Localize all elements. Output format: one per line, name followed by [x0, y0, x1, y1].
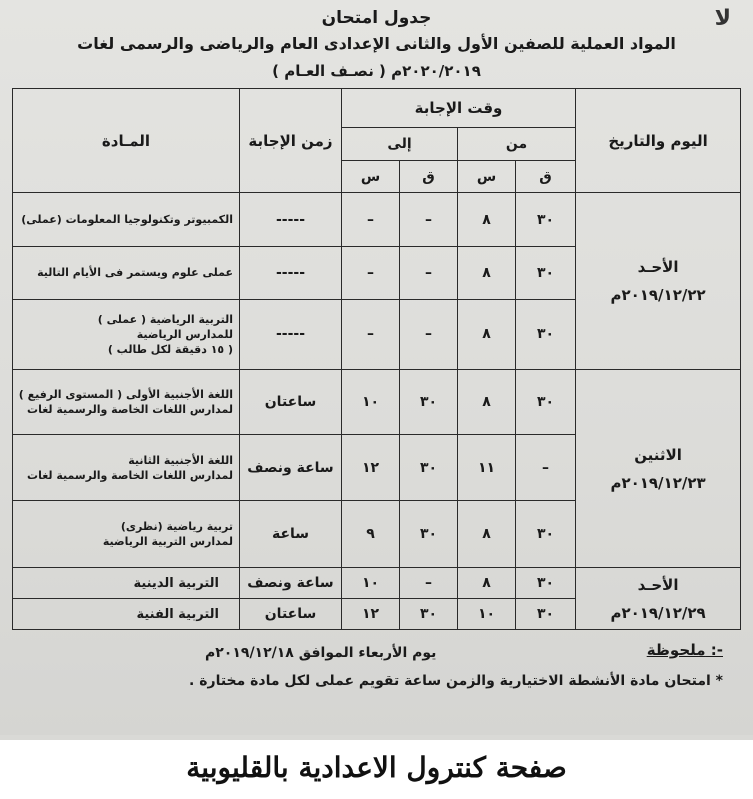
- to-q-cell: –: [400, 246, 458, 299]
- day-name: الأحـد: [637, 575, 679, 594]
- to-q-cell: –: [400, 300, 458, 370]
- header-to-s: س: [342, 160, 400, 193]
- exam-date: ٢٠١٩/١٢/٢٣م: [610, 473, 706, 492]
- header-to: إلى: [342, 127, 458, 160]
- subject-cell: [13, 435, 240, 501]
- duration-cell: -----: [240, 246, 342, 299]
- from-q-cell: ٣٠: [516, 568, 576, 599]
- to-s-cell: –: [342, 300, 400, 370]
- subject-line: اللغة الأجنبية الأولى ( المستوى الرفيع ): [18, 387, 233, 401]
- from-q-cell: ٣٠: [516, 599, 576, 630]
- from-s-cell: ٨: [458, 246, 516, 299]
- corner-mark: ﻻ: [714, 6, 731, 31]
- note-date: يوم الأربعاء الموافق ٢٠١٩/١٢/١٨م: [205, 645, 437, 661]
- to-s-cell: ١٠: [342, 369, 400, 435]
- header-from: من: [458, 127, 576, 160]
- to-q-cell: ٣٠: [400, 500, 458, 568]
- page-subtitle: المواد العملية للصفين الأول والثانى الإعدادى العام والرياضى والرسمى لغات: [77, 34, 676, 53]
- subject-line: اللغة الأجنبية الثانية: [128, 453, 233, 467]
- duration-cell: -----: [240, 193, 342, 246]
- table-row: [13, 369, 741, 435]
- subject-line: للمدارس الرياضية: [136, 327, 233, 341]
- duration-cell: ساعة: [240, 500, 342, 568]
- subject-line: تربية رياضية (نظرى): [120, 520, 233, 534]
- from-s-cell: ٨: [458, 369, 516, 435]
- header-from-q: ق: [516, 160, 576, 193]
- to-s-cell: ٩: [342, 500, 400, 568]
- subject-cell: [13, 369, 240, 435]
- from-q-cell: ٣٠: [516, 369, 576, 435]
- duration-cell: -----: [240, 300, 342, 370]
- header-subject: المـادة: [13, 89, 240, 193]
- from-s-cell: ٨: [458, 193, 516, 246]
- duration-cell: ساعة ونصف: [240, 568, 342, 599]
- subject-cell: [13, 300, 240, 370]
- to-s-cell: ١٢: [342, 435, 400, 501]
- exam-date: ٢٠١٩/١٢/٢٩م: [610, 603, 706, 622]
- to-q-cell: ٣٠: [400, 599, 458, 630]
- to-q-cell: ٣٠: [400, 369, 458, 435]
- subject-cell: الكمبيوتر وتكنولوجيا المعلومات (عملى): [13, 193, 240, 246]
- footer-caption: صفحة كنترول الاعدادية بالقليوبية: [0, 740, 753, 799]
- to-s-cell: –: [342, 246, 400, 299]
- subject-cell: عملى علوم ويستمر فى الأيام التالية: [13, 246, 240, 299]
- day-date-cell: [576, 369, 741, 568]
- subject-line: لمدارس التربية الرياضية: [102, 535, 233, 549]
- day-date-cell: [576, 193, 741, 369]
- exam-date: ٢٠١٩/١٢/٢٢م: [610, 286, 706, 305]
- subject-cell: التربية الدينية: [13, 568, 240, 599]
- from-q-cell: ٣٠: [516, 300, 576, 370]
- subject-cell: [13, 500, 240, 568]
- from-s-cell: ١١: [458, 435, 516, 501]
- term-label: ( نصـف العـام ) ٢٠٢٠/٢٠١٩م: [272, 62, 481, 80]
- to-s-cell: ١٢: [342, 599, 400, 630]
- from-q-cell: ٣٠: [516, 246, 576, 299]
- to-s-cell: –: [342, 193, 400, 246]
- from-s-cell: ٨: [458, 300, 516, 370]
- from-q-cell: ٣٠: [516, 193, 576, 246]
- from-s-cell: ١٠: [458, 599, 516, 630]
- from-s-cell: ٨: [458, 500, 516, 568]
- day-name: الأحـد: [637, 258, 679, 277]
- to-q-cell: ٣٠: [400, 435, 458, 501]
- note-label: ملحوظة :-: [646, 641, 723, 659]
- duration-cell: ساعتان: [240, 599, 342, 630]
- table-row: [13, 568, 741, 599]
- subject-cell: التربية الفنية: [13, 599, 240, 630]
- page-title: جدول امتحان: [321, 8, 432, 28]
- header-from-s: س: [458, 160, 516, 193]
- duration-cell: ساعتان: [240, 369, 342, 435]
- note-text: * امتحان مادة الأنشطة الاختيارية والزمن ساعة تقويم عملى لكل مادة مختارة .: [189, 673, 723, 689]
- from-q-cell: ٣٠: [516, 500, 576, 568]
- to-q-cell: –: [400, 193, 458, 246]
- subject-line: التربية الرياضية ( عملى ): [97, 312, 233, 326]
- exam-schedule-table: [12, 88, 741, 630]
- header-duration: زمن الإجابة: [240, 89, 342, 193]
- subject-line: ( ١٥ دقيقة لكل طالب ): [107, 342, 233, 356]
- subject-line: لمدارس اللغات الخاصة والرسمية لغات: [27, 402, 233, 416]
- header-answer-time: وقت الإجابة: [342, 89, 576, 128]
- table-row: [13, 193, 741, 246]
- to-s-cell: ١٠: [342, 568, 400, 599]
- day-date-cell: [576, 568, 741, 630]
- duration-cell: ساعة ونصف: [240, 435, 342, 501]
- to-q-cell: –: [400, 568, 458, 599]
- header-to-q: ق: [400, 160, 458, 193]
- from-q-cell: –: [516, 435, 576, 501]
- header-day-date: اليوم والتاريخ: [576, 89, 741, 193]
- from-s-cell: ٨: [458, 568, 516, 599]
- day-name: الاثنين: [634, 445, 682, 464]
- subject-line: لمدارس اللغات الخاصة والرسمية لغات: [27, 468, 233, 482]
